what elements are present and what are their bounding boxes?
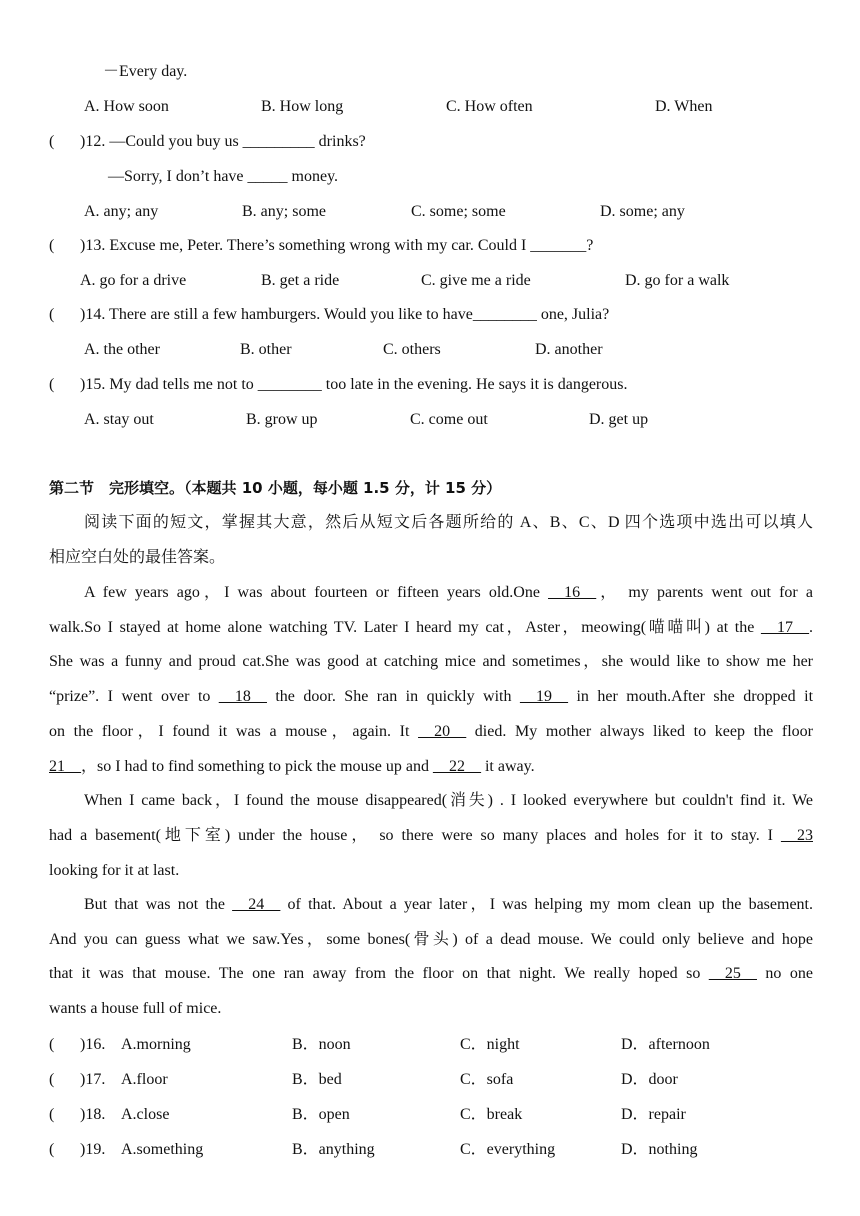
passage-p3-line-3 [49, 964, 813, 984]
cloze-option-d: D．repair [621, 1106, 686, 1123]
q11-option-d: D. When [655, 98, 713, 115]
cloze-option-c: C．night [460, 1036, 520, 1053]
cloze-option-c: C．break [460, 1106, 523, 1123]
passage-p2-line-2 [49, 826, 813, 846]
cloze-option-c: C．everything [460, 1141, 556, 1158]
q13-stem [80, 236, 593, 256]
q13-paren: ( [49, 237, 55, 254]
blank-16: __16__ [548, 584, 597, 601]
q11-answer-line: －Every day. [103, 63, 188, 80]
cloze-number: )19. [80, 1141, 106, 1158]
cloze-option-b: B．open [292, 1106, 350, 1123]
text: ， my parents went out for a [596, 584, 813, 601]
cloze-paren: ( [49, 1141, 55, 1158]
q14-stem-text: )14. There are still a few hamburgers. Would you like to have [80, 306, 473, 323]
text: died. My mother always liked to keep the floor [466, 723, 813, 740]
blank-19: __19__ [519, 688, 568, 705]
text: “prize”. I went over to [49, 688, 219, 705]
q12-option-b: B. any; some [242, 203, 326, 220]
cloze-number: )17. [80, 1071, 106, 1088]
text: But that was not the [84, 896, 233, 913]
q15-stem-tail: too late in the evening. He says it is dangerous. [321, 376, 628, 393]
passage-p1-line-5 [49, 722, 813, 742]
q12-stem-text: )12. —Could you buy us [80, 133, 243, 150]
q12-option-d: D. some; any [600, 203, 685, 220]
blank-17: __17__ [761, 619, 809, 636]
q15-option-b: B. grow up [246, 411, 318, 428]
q12-option-c: C. some; some [411, 203, 506, 220]
q12-line2-text: —Sorry, I don’t have [108, 168, 248, 185]
passage-p1-line-3: She was a funny and proud cat.She was good at catching mice and sometimes，she would like to show me her [49, 653, 813, 670]
cloze-option-d: D．afternoon [621, 1036, 710, 1053]
cloze-paren: ( [49, 1106, 55, 1123]
text: on the floor，I found it was a mouse，again. It [49, 723, 419, 740]
q15-stem [80, 375, 627, 395]
q11-option-c: C. How often [446, 98, 533, 115]
q15-blank: ________ [257, 376, 322, 393]
cloze-paren: ( [49, 1036, 55, 1053]
q12-option-a: A. any; any [84, 203, 159, 220]
q14-paren: ( [49, 306, 55, 323]
q13-blank: _______? [530, 237, 594, 254]
cloze-option-a: A.something [121, 1141, 204, 1158]
q13-option-b: B. get a ride [261, 272, 340, 289]
q14-option-a: A. the other [84, 341, 160, 358]
text: it away. [480, 758, 535, 775]
cloze-option-d: D．door [621, 1071, 678, 1088]
passage-p1-line-4 [49, 687, 813, 707]
q12-blank: _________ [242, 133, 315, 150]
passage-p1-line-6 [49, 757, 535, 777]
instructions-line-2: 相应空白处的最佳答案。 [49, 549, 226, 566]
passage-p2-line-3: looking for it at last. [49, 862, 180, 879]
blank-22: __22__ [432, 758, 481, 775]
cloze-paren: ( [49, 1071, 55, 1088]
q12-line2-tail: money. [287, 168, 339, 185]
blank-23: __23 [781, 827, 813, 844]
q14-stem [80, 305, 609, 325]
blank-21: 21__ [49, 758, 81, 775]
cloze-option-b: B．anything [292, 1141, 375, 1158]
blank-20: __20__ [418, 723, 467, 740]
q15-option-a: A. stay out [84, 411, 154, 428]
cloze-option-a: A.floor [121, 1071, 168, 1088]
q14-stem-tail: one, Julia? [536, 306, 610, 323]
section-heading: 第二节 完形填空。（本题共 10 小题，每小题 1.5 分，计 15 分） [49, 479, 502, 497]
text: walk.So I stayed at home alone watching TV. Later I heard my cat，Aster，meowing(喵喵叫) at the [49, 619, 761, 636]
cloze-number: )18. [80, 1106, 106, 1123]
text: that it was that mouse. The one ran away from the floor on that night. We really hoped so [49, 965, 709, 982]
cloze-option-a: A.close [121, 1106, 170, 1123]
text: ，so I had to find something to pick the mouse up and [81, 758, 433, 775]
cloze-option-b: B．bed [292, 1071, 342, 1088]
q14-option-d: D. another [535, 341, 603, 358]
q12-line2 [108, 167, 338, 187]
q14-option-b: B. other [240, 341, 292, 358]
q13-option-d: D. go for a walk [625, 272, 730, 289]
blank-18: __18__ [218, 688, 267, 705]
q15-option-d: D. get up [589, 411, 649, 428]
text: . [809, 619, 813, 636]
q12-stem-tail: drinks? [314, 133, 366, 150]
cloze-option-a: A.morning [121, 1036, 191, 1053]
passage-p1-line-2 [49, 618, 813, 638]
q13-option-a: A. go for a drive [80, 272, 187, 289]
q13-stem-text: )13. Excuse me, Peter. There’s something wrong with my car. Could I [80, 237, 531, 254]
text: A few years ago，I was about fourteen or fifteen years old.One [84, 584, 549, 601]
q11-option-a: A. How soon [84, 98, 169, 115]
q12-stem [80, 132, 366, 152]
q11-option-b: B. How long [261, 98, 344, 115]
blank-24: __24__ [232, 896, 281, 913]
cloze-option-c: C．sofa [460, 1071, 514, 1088]
q14-option-c: C. others [383, 341, 441, 358]
cloze-option-b: B．noon [292, 1036, 351, 1053]
text: had a basement(地下室) under the house， so there were so many places and holes for it to stay. I [49, 827, 781, 844]
passage-p3-line-4: wants a house full of mice. [49, 1000, 222, 1017]
q12-paren: ( [49, 133, 55, 150]
q15-option-c: C. come out [410, 411, 488, 428]
q15-stem-text: )15. My dad tells me not to [80, 376, 258, 393]
passage-p3-line-1 [84, 895, 813, 915]
text: no one [756, 965, 814, 982]
passage-p1-line-1 [84, 583, 813, 603]
instructions-line-1: 阅读下面的短文，掌握其大意，然后从短文后各题所给的 A、B、C、D 四个选项中选出可以填人 [84, 514, 813, 531]
text: in her mouth.After she dropped it [567, 688, 814, 705]
cloze-number: )16. [80, 1036, 106, 1053]
q14-blank: ________ [472, 306, 537, 323]
text: the door. She ran in quickly with [266, 688, 520, 705]
blank-25: __25__ [708, 965, 757, 982]
q13-option-c: C. give me a ride [421, 272, 531, 289]
passage-p3-line-2: And you can guess what we saw.Yes，some bones(骨头) of a dead mouse. We could only believe and hope [49, 931, 813, 948]
text: of that. About a year later，I was helping my mom clean up the basement. [280, 896, 813, 913]
passage-p2-line-1: When I came back，I found the mouse disappeared(消失) . I looked everywhere but couldn't find it. We [84, 792, 813, 809]
q15-paren: ( [49, 376, 55, 393]
q12-line2-blank: _____ [247, 168, 288, 185]
cloze-option-d: D．nothing [621, 1141, 698, 1158]
